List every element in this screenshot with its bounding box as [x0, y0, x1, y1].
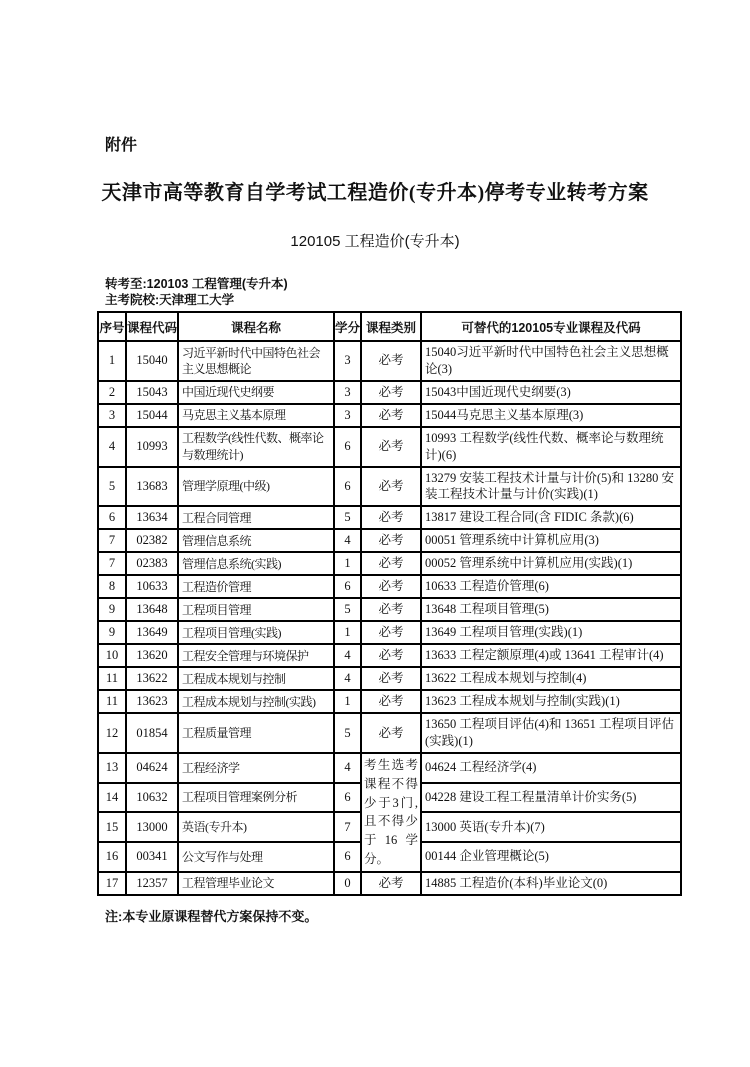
cell-code: 04624 — [126, 753, 178, 783]
cell-seq: 7 — [98, 529, 126, 552]
cell-category: 必考 — [361, 713, 421, 753]
cell-credits: 6 — [334, 842, 361, 872]
cell-credits: 1 — [334, 621, 361, 644]
table-row — [98, 598, 681, 621]
cell-substitute: 00144 企业管理概论(5) — [421, 842, 681, 872]
cell-credits: 6 — [334, 427, 361, 467]
cell-category: 必考 — [361, 404, 421, 427]
cell-credits: 3 — [334, 404, 361, 427]
cell-category: 必考 — [361, 427, 421, 467]
cell-name: 工程成本规划与控制(实践) — [178, 690, 334, 713]
course-table-header — [98, 312, 681, 341]
cell-name: 工程质量管理 — [178, 713, 334, 753]
cell-code: 13623 — [126, 690, 178, 713]
cell-category: 必考 — [361, 872, 421, 895]
cell-code: 13683 — [126, 467, 178, 507]
cell-code: 15044 — [126, 404, 178, 427]
cell-category: 必考 — [361, 529, 421, 552]
cell-name: 习近平新时代中国特色社会主义思想概论 — [178, 341, 334, 381]
cell-category: 必考 — [361, 667, 421, 690]
table-row — [98, 381, 681, 404]
header-code: 课程代码 — [126, 312, 178, 341]
cell-code: 13000 — [126, 812, 178, 842]
cell-name: 工程经济学 — [178, 753, 334, 783]
header-row — [98, 312, 681, 341]
table-row — [98, 467, 681, 507]
cell-seq: 6 — [98, 506, 126, 529]
cell-credits: 4 — [334, 753, 361, 783]
cell-name: 工程造价管理 — [178, 575, 334, 598]
cell-seq: 15 — [98, 812, 126, 842]
cell-credits: 6 — [334, 467, 361, 507]
cell-name: 管理学原理(中级) — [178, 467, 334, 507]
cell-credits: 3 — [334, 381, 361, 404]
cell-credits: 1 — [334, 690, 361, 713]
cell-name: 工程项目管理 — [178, 598, 334, 621]
cell-substitute: 10993 工程数学(线性代数、概率论与数理统计)(6) — [421, 427, 681, 467]
cell-credits: 6 — [334, 575, 361, 598]
cell-substitute: 13649 工程项目管理(实践)(1) — [421, 621, 681, 644]
cell-credits: 0 — [334, 872, 361, 895]
cell-substitute: 15044马克思主义基本原理(3) — [421, 404, 681, 427]
cell-name: 工程合同管理 — [178, 506, 334, 529]
cell-seq: 5 — [98, 467, 126, 507]
cell-credits: 5 — [334, 713, 361, 753]
table-row — [98, 690, 681, 713]
cell-substitute: 04228 建设工程工程量清单计价实务(5) — [421, 783, 681, 813]
cell-name: 工程项目管理案例分析 — [178, 783, 334, 813]
cell-substitute: 13650 工程项目评估(4)和 13651 工程项目评估(实践)(1) — [421, 713, 681, 753]
cell-substitute: 10633 工程造价管理(6) — [421, 575, 681, 598]
cell-category: 必考 — [361, 467, 421, 507]
cell-name: 英语(专升本) — [178, 812, 334, 842]
table-row — [98, 621, 681, 644]
cell-name: 工程数学(线性代数、概率论与数理统计) — [178, 427, 334, 467]
cell-name: 管理信息系统(实践) — [178, 552, 334, 575]
cell-seq: 3 — [98, 404, 126, 427]
cell-category: 必考 — [361, 381, 421, 404]
header-category: 课程类别 — [361, 312, 421, 341]
cell-credits: 4 — [334, 667, 361, 690]
cell-category: 必考 — [361, 341, 421, 381]
cell-credits: 4 — [334, 644, 361, 667]
header-name: 课程名称 — [178, 312, 334, 341]
cell-code: 10632 — [126, 783, 178, 813]
cell-seq: 10 — [98, 644, 126, 667]
table-row — [98, 529, 681, 552]
table-row — [98, 753, 681, 783]
table-row — [98, 427, 681, 467]
cell-seq: 9 — [98, 598, 126, 621]
cell-seq: 11 — [98, 690, 126, 713]
cell-substitute: 14885 工程造价(本科)毕业论文(0) — [421, 872, 681, 895]
cell-credits: 1 — [334, 552, 361, 575]
cell-code: 15043 — [126, 381, 178, 404]
cell-substitute: 13000 英语(专升本)(7) — [421, 812, 681, 842]
cell-category: 考生选考课程不得少于3门,且不得少于16学分。 — [361, 753, 421, 872]
cell-name: 马克思主义基本原理 — [178, 404, 334, 427]
table-row — [98, 404, 681, 427]
cell-category: 必考 — [361, 575, 421, 598]
document-title: 天津市高等教育自学考试工程造价(专升本)停考专业转考方案 — [101, 182, 649, 204]
header-credits: 学分 — [334, 312, 361, 341]
cell-category: 必考 — [361, 644, 421, 667]
cell-category: 必考 — [361, 690, 421, 713]
document-subtitle: 120105 工程造价(专升本) — [290, 233, 460, 250]
cell-code: 01854 — [126, 713, 178, 753]
attachment-label: 附件 — [105, 137, 138, 154]
cell-substitute: 13633 工程定额原理(4)或 13641 工程审计(4) — [421, 644, 681, 667]
cell-code: 15040 — [126, 341, 178, 381]
cell-code: 02382 — [126, 529, 178, 552]
table-row — [98, 506, 681, 529]
cell-code: 13622 — [126, 667, 178, 690]
cell-seq: 7 — [98, 552, 126, 575]
cell-seq: 14 — [98, 783, 126, 813]
cell-code: 13634 — [126, 506, 178, 529]
cell-substitute: 13622 工程成本规划与控制(4) — [421, 667, 681, 690]
chief-school-line: 主考院校:天津理工大学 — [105, 293, 235, 307]
header-seq: 序号 — [98, 312, 126, 341]
info-lines — [105, 276, 750, 308]
cell-name: 管理信息系统 — [178, 529, 334, 552]
table-row — [98, 713, 681, 753]
cell-credits: 7 — [334, 812, 361, 842]
cell-substitute: 13279 安装工程技术计量与计价(5)和 13280 安装工程技术计量与计价(实践)(1) — [421, 467, 681, 507]
cell-name: 工程项目管理(实践) — [178, 621, 334, 644]
cell-substitute: 00052 管理系统中计算机应用(实践)(1) — [421, 552, 681, 575]
cell-code: 12357 — [126, 872, 178, 895]
header-substitute: 可替代的120105专业课程及代码 — [421, 312, 681, 341]
cell-seq: 11 — [98, 667, 126, 690]
cell-code: 13620 — [126, 644, 178, 667]
cell-code: 00341 — [126, 842, 178, 872]
table-row — [98, 341, 681, 381]
cell-code: 02383 — [126, 552, 178, 575]
cell-seq: 2 — [98, 381, 126, 404]
cell-substitute: 13623 工程成本规划与控制(实践)(1) — [421, 690, 681, 713]
cell-substitute: 04624 工程经济学(4) — [421, 753, 681, 783]
cell-category: 必考 — [361, 621, 421, 644]
cell-seq: 17 — [98, 872, 126, 895]
cell-seq: 16 — [98, 842, 126, 872]
cell-credits: 5 — [334, 598, 361, 621]
cell-substitute: 15043中国近现代史纲要(3) — [421, 381, 681, 404]
table-row — [98, 644, 681, 667]
cell-name: 中国近现代史纲要 — [178, 381, 334, 404]
cell-credits: 6 — [334, 783, 361, 813]
cell-category: 必考 — [361, 506, 421, 529]
cell-code: 13649 — [126, 621, 178, 644]
cell-substitute: 13648 工程项目管理(5) — [421, 598, 681, 621]
cell-substitute: 00051 管理系统中计算机应用(3) — [421, 529, 681, 552]
cell-code: 10633 — [126, 575, 178, 598]
cell-seq: 13 — [98, 753, 126, 783]
cell-code: 10993 — [126, 427, 178, 467]
cell-category: 必考 — [361, 552, 421, 575]
cell-category: 必考 — [361, 598, 421, 621]
cell-substitute: 13817 建设工程合同(含 FIDIC 条款)(6) — [421, 506, 681, 529]
cell-seq: 4 — [98, 427, 126, 467]
table-row — [98, 667, 681, 690]
cell-credits: 5 — [334, 506, 361, 529]
cell-credits: 4 — [334, 529, 361, 552]
table-row — [98, 552, 681, 575]
cell-substitute: 15040习近平新时代中国特色社会主义思想概论(3) — [421, 341, 681, 381]
cell-seq: 8 — [98, 575, 126, 598]
table-row — [98, 575, 681, 598]
course-table — [97, 311, 682, 896]
note: 注:本专业原课程替代方案保持不变。 — [105, 908, 318, 924]
table-row — [98, 872, 681, 895]
cell-seq: 12 — [98, 713, 126, 753]
transfer-to-line: 转考至:120103 工程管理(专升本) — [105, 277, 288, 291]
course-table-body — [98, 341, 681, 895]
cell-code: 13648 — [126, 598, 178, 621]
cell-name: 工程成本规划与控制 — [178, 667, 334, 690]
cell-name: 工程安全管理与环境保护 — [178, 644, 334, 667]
cell-name: 工程管理毕业论文 — [178, 872, 334, 895]
cell-seq: 1 — [98, 341, 126, 381]
cell-name: 公文写作与处理 — [178, 842, 334, 872]
cell-seq: 9 — [98, 621, 126, 644]
cell-credits: 3 — [334, 341, 361, 381]
